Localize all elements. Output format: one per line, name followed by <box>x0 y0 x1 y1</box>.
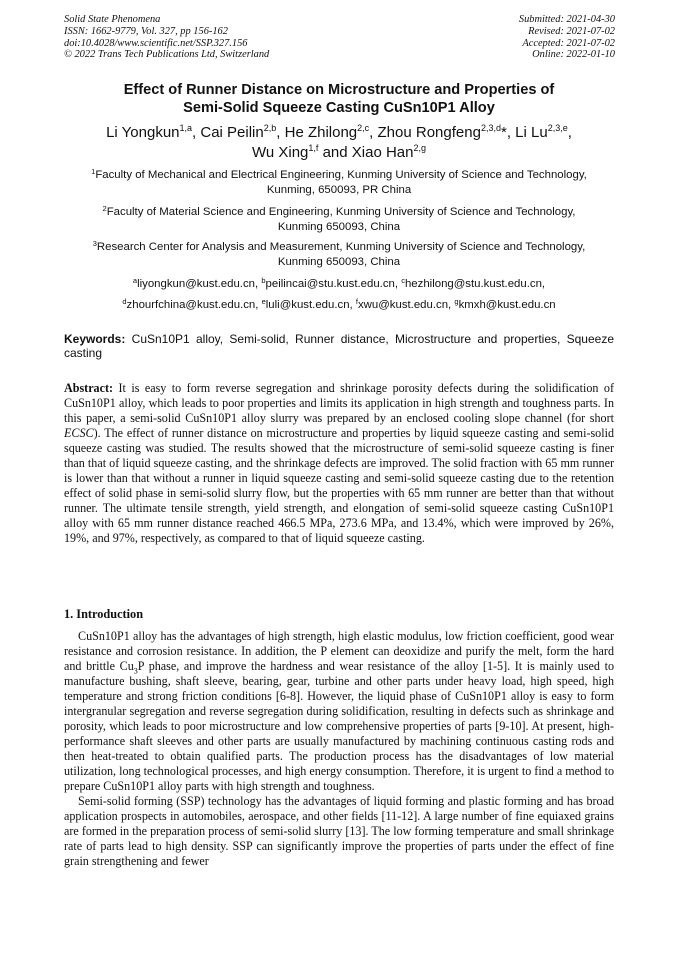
author-affil-mark: 1,a <box>179 123 193 133</box>
revised-date: Revised: 2021-07-02 <box>528 25 615 37</box>
affiliation-3 <box>50 240 628 269</box>
email-link[interactable]: liyongkun@kust.edu.cn <box>137 278 256 290</box>
paragraph: Semi-solid forming (SSP) technology has the advantages of liquid forming and plastic forming and has broad application prospects in automobiles, aerospace, and other fields [11-12]. A large number of fine equiaxed grains are formed in the preparation process of semi-solid slurry [13]. The low forming temperature and small shrinkage rate of parts lead to high density. SSP can significantly improve the properties of parts under the effect of fine grain strengthening and fewer <box>64 794 614 868</box>
author-affil-mark: 1,f <box>308 143 319 153</box>
paragraph-text: P phase, and improve the hardness and wear resistance of the alloy [1-5]. It is mainly used to manufacture bushing, shaft sleeve, bearing, gear, turbine and other parts under heavy load, high speed, high temperature and strong friction conditions [6-8]. However, the liquid phase of CuSn10P1 alloy is easy to form intergranular segregation and reverse segregation during solidification, resulting in defects such as shrinkage and porosity, which leads to poor microstructure and low comprehensive properties of parts [9-10]. At present, high-performance shaft sleeves and other parts are usually manufactured by machining continuous casting rods and then heat-treated to obtain qualified parts. The production process has the disadvantages of low material utilization, long technological processes, and high energy consumption. Therefore, it is urgent to find a method to prepare CuSn10P1 alloy parts with high strength and toughness. <box>64 659 614 793</box>
author-name: Wu Xing <box>251 144 309 161</box>
affiliation-2 <box>50 205 628 234</box>
copyright-line: © 2022 Trans Tech Publications Ltd, Switzerland <box>64 49 270 61</box>
email-link[interactable]: zhourfchina@kust.edu.cn <box>126 299 256 311</box>
submitted-date: Submitted: 2021-04-30 <box>518 14 615 25</box>
email-link[interactable]: kmxh@kust.edu.cn <box>458 299 556 311</box>
introduction-body <box>64 629 614 869</box>
title-line-1: Effect of Runner Distance on Microstructure and Properties of <box>123 82 555 98</box>
author-name: Zhou Rongfeng <box>377 124 481 141</box>
keywords-block <box>64 332 614 361</box>
author-name: He Zhilong <box>284 124 358 141</box>
author-name: Li Lu <box>515 124 548 141</box>
email-key: g <box>454 297 459 306</box>
keywords-text: CuSn10P1 alloy, Semi-solid, Runner distance, Microstructure and properties, Squeeze casting <box>64 332 614 361</box>
journal-header-right <box>519 14 615 61</box>
email-key: a <box>132 276 138 285</box>
affiliation-line: Kunming 650093, China <box>277 220 401 233</box>
author-conjunction: and <box>322 144 348 161</box>
abstract-text: ). The effect of runner distance on microstructure and properties by liquid squeeze casting and semi-solid squeeze casting was studied. The results showed that the microstructure of semi-solid squeeze casting is finer than that of liquid squeeze casting, and the shrinkage defects are improved. The solid fraction with 65 mm runner is lower than that without a runner in liquid squeeze casting and semi-solid squeeze casting due to the retention effect of solid phase in semi-solid slurry flow, but the properties with 65 mm runner are better than that without runner. The ultimate tensile strength, yield strength, and elongation of semi-solid squeeze casting CuSn10P1 alloy with 65 mm runner distance reached 466.5 MPa, 273.6 MPa, and 13.4%, which were improved by 26%, 19%, and 97%, respectively, as compared to that of liquid squeeze casting. <box>64 426 614 545</box>
email-key: d <box>122 297 127 306</box>
paragraph-text: CuSn10P1 alloy has the advantages of high strength, high elastic modulus, low friction coefficient, good wear resistance and corrosion resistance. In addition, the P element can deoxidize and purify the melt, form the hard and brittle Cu <box>64 629 614 673</box>
journal-name: Solid State Phenomena <box>64 14 161 25</box>
affiliation-number: 3 <box>92 239 97 248</box>
email-link[interactable]: peilincai@stu.kust.edu.cn <box>265 278 395 290</box>
subscript: 3 <box>133 666 138 676</box>
email-key: f <box>355 297 358 306</box>
accepted-date: Accepted: 2021-07-02 <box>522 37 615 49</box>
affiliation-line: Kunming, 650093, PR China <box>266 183 412 196</box>
paper-title <box>40 81 638 117</box>
abstract-text: It is easy to form reverse segregation and shrinkage porosity defects during the solidification of CuSn10P1 alloy, which leads to poor properties and limits its application in high strength and toughness parts. In this paper, a semi-solid CuSn10P1 alloy slurry was prepared by an enclosed cooling slope channel (for short <box>64 381 614 425</box>
email-key: b <box>261 276 266 285</box>
issn-line: ISSN: 1662-9779, Vol. 327, pp 156-162 <box>64 25 228 37</box>
author-name: Xiao Han <box>351 144 414 161</box>
author-list: Li Yongkun$^{1,a}$, Cai Peilin$^{2,b}$, He Zhilong$^{2,c}$, Zhou Rongfeng$^{2,3,d}$*, Li Lu$^{2,3,e}$, Wu Xing$^{1,f}$ and Xiao Han$^{2,g}$ <box>106 123 572 161</box>
email-link[interactable]: xwu@kust.edu.cn <box>357 299 449 311</box>
section-heading: 1. Introduction <box>64 607 144 621</box>
online-date: Online: 2022-01-10 <box>532 49 615 61</box>
abstract-block <box>64 381 614 546</box>
affiliation-line: Research Center for Analysis and Measurement, Kunming University of Science and Technology, <box>96 241 586 253</box>
abstract-label: Abstract: <box>64 381 114 395</box>
email-line-2: $^d$zhourfchina@kust.edu.cn, $^e$luli@kust.edu.cn, $^f$xwu@kust.edu.cn, $^g$kmxh@kust.edu.cn <box>122 297 556 311</box>
affiliation-1 <box>50 168 628 197</box>
author-affil-mark: 2,b <box>263 123 277 133</box>
abstract-abbreviation: ECSC <box>64 426 94 440</box>
email-key: c <box>401 276 405 285</box>
email-link[interactable]: hezhilong@stu.kust.edu.cn <box>404 278 542 290</box>
author-affil-mark: 2,3,d <box>480 123 501 133</box>
email-key: e <box>261 297 266 306</box>
author-name: Cai Peilin <box>200 124 264 141</box>
email-link[interactable]: luli@kust.edu.cn <box>265 299 350 311</box>
email-line-1: $^a$liyongkun@kust.edu.cn, $^b$peilincai@stu.kust.edu.cn, $^c$hezhilong@stu.kust.edu.cn, <box>132 276 546 290</box>
affiliation-number: 1 <box>91 167 96 176</box>
author-affil-mark: 2,g <box>413 143 427 153</box>
author-affil-mark: 2,c <box>357 123 370 133</box>
paragraph <box>64 629 614 794</box>
affiliation-number: 2 <box>102 204 107 213</box>
author-name: Li Yongkun <box>106 124 180 141</box>
affiliation-line: Faculty of Mechanical and Electrical Engineering, Kunming University of Science and Technology, <box>95 169 587 181</box>
corresponding-author-mark: * <box>500 124 507 141</box>
doi-line[interactable]: doi:10.4028/www.scientific.net/SSP.327.156 <box>64 37 248 49</box>
affiliation-line: Kunming 650093, China <box>277 255 401 268</box>
affiliation-line: Faculty of Material Science and Engineering, Kunming University of Science and Technology, <box>106 206 576 218</box>
title-line-2: Semi-Solid Squeeze Casting CuSn10P1 Alloy <box>183 100 495 116</box>
keywords-label: Keywords: <box>64 332 126 346</box>
journal-header-left <box>64 14 269 61</box>
author-affil-mark: 2,3,e <box>547 123 568 133</box>
